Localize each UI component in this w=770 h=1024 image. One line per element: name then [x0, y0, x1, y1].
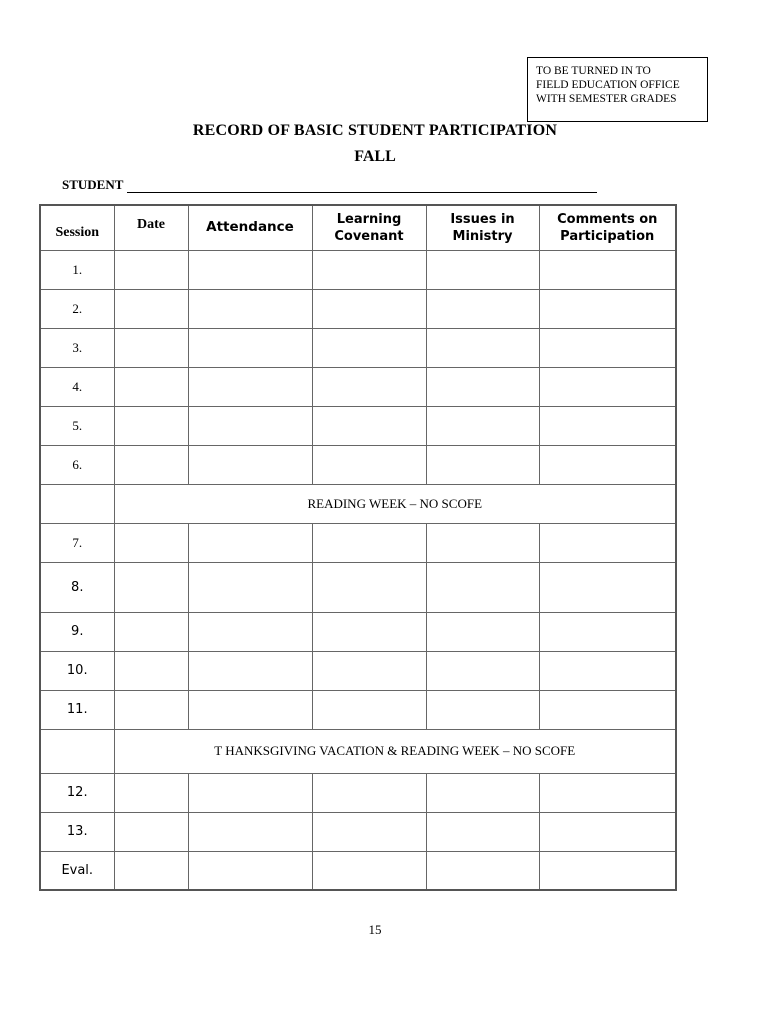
table-row — [40, 690, 676, 729]
session-number: 2. — [40, 289, 114, 328]
table-row — [40, 651, 676, 690]
learning-covenant-cell[interactable] — [312, 523, 426, 562]
notice-line-3: WITH SEMESTER GRADES — [536, 93, 677, 105]
semester-subtitle: FALL — [354, 148, 396, 165]
header-issues-line-1: Issues in — [450, 211, 515, 227]
table-row — [40, 523, 676, 562]
table-row — [40, 773, 676, 812]
session-number: 10. — [40, 651, 114, 690]
header-comments-line-2: Participation — [560, 228, 655, 244]
comments-cell[interactable] — [539, 445, 676, 484]
submission-notice — [527, 57, 708, 122]
banner-row-thanksgiving — [40, 729, 676, 773]
eval-label: Eval. — [40, 851, 114, 890]
header-learning-covenant — [312, 205, 426, 250]
table-row — [40, 612, 676, 651]
table-header-row — [40, 205, 676, 250]
issues-cell[interactable] — [426, 562, 539, 612]
comments-cell[interactable] — [539, 367, 676, 406]
learning-covenant-cell[interactable] — [312, 289, 426, 328]
header-issues-line-2: Ministry — [452, 228, 513, 244]
issues-cell[interactable] — [426, 851, 539, 890]
comments-cell[interactable] — [539, 250, 676, 289]
comments-cell[interactable] — [539, 523, 676, 562]
table-row — [40, 367, 676, 406]
learning-covenant-cell[interactable] — [312, 690, 426, 729]
learning-covenant-cell[interactable] — [312, 367, 426, 406]
attendance-cell[interactable] — [188, 328, 312, 367]
student-name-line[interactable] — [127, 180, 597, 193]
header-date: Date — [114, 205, 188, 250]
date-cell[interactable] — [114, 851, 188, 890]
attendance-cell[interactable] — [188, 651, 312, 690]
date-cell[interactable] — [114, 612, 188, 651]
issues-cell[interactable] — [426, 406, 539, 445]
attendance-cell[interactable] — [188, 406, 312, 445]
learning-covenant-cell[interactable] — [312, 812, 426, 851]
header-issues-in-ministry — [426, 205, 539, 250]
table-row — [40, 445, 676, 484]
comments-cell[interactable] — [539, 812, 676, 851]
attendance-cell[interactable] — [188, 250, 312, 289]
date-cell[interactable] — [114, 651, 188, 690]
learning-covenant-cell[interactable] — [312, 612, 426, 651]
session-number: 12. — [40, 773, 114, 812]
blank-session-cell — [40, 729, 114, 773]
student-label: STUDENT — [62, 177, 124, 192]
date-cell[interactable] — [114, 690, 188, 729]
header-learning-line-1: Learning — [336, 211, 402, 227]
comments-cell[interactable] — [539, 851, 676, 890]
header-comments — [539, 205, 676, 250]
attendance-cell[interactable] — [188, 289, 312, 328]
table-row — [40, 289, 676, 328]
comments-cell[interactable] — [539, 651, 676, 690]
student-field — [62, 177, 597, 193]
attendance-cell[interactable] — [188, 851, 312, 890]
session-number: 11. — [40, 690, 114, 729]
date-cell[interactable] — [114, 367, 188, 406]
learning-covenant-cell[interactable] — [312, 562, 426, 612]
notice-line-2: FIELD EDUCATION OFFICE — [536, 79, 680, 91]
issues-cell[interactable] — [426, 523, 539, 562]
issues-cell[interactable] — [426, 812, 539, 851]
learning-covenant-cell[interactable] — [312, 406, 426, 445]
date-cell[interactable] — [114, 523, 188, 562]
attendance-cell[interactable] — [188, 612, 312, 651]
banner-row-reading-week — [40, 484, 676, 523]
issues-cell[interactable] — [426, 367, 539, 406]
date-cell[interactable] — [114, 773, 188, 812]
date-cell[interactable] — [114, 250, 188, 289]
session-number: 8. — [40, 562, 114, 612]
comments-cell[interactable] — [539, 406, 676, 445]
session-number: 6. — [40, 445, 114, 484]
header-learning-line-2: Covenant — [334, 228, 404, 244]
attendance-cell[interactable] — [188, 562, 312, 612]
learning-covenant-cell[interactable] — [312, 851, 426, 890]
date-cell[interactable] — [114, 445, 188, 484]
issues-cell[interactable] — [426, 445, 539, 484]
learning-covenant-cell[interactable] — [312, 651, 426, 690]
learning-covenant-cell[interactable] — [312, 773, 426, 812]
notice-line-1: TO BE TURNED IN TO — [536, 65, 651, 77]
table-row — [40, 328, 676, 367]
comments-cell[interactable] — [539, 328, 676, 367]
date-cell[interactable] — [114, 812, 188, 851]
comments-cell[interactable] — [539, 612, 676, 651]
issues-cell[interactable] — [426, 773, 539, 812]
table-row — [40, 812, 676, 851]
attendance-cell[interactable] — [188, 523, 312, 562]
page-title: RECORD OF BASIC STUDENT PARTICIPATION — [192, 122, 558, 139]
comments-cell[interactable] — [539, 562, 676, 612]
issues-cell[interactable] — [426, 612, 539, 651]
attendance-cell[interactable] — [188, 690, 312, 729]
header-comments-line-1: Comments on — [557, 211, 658, 227]
session-number: 1. — [40, 250, 114, 289]
attendance-cell[interactable] — [188, 367, 312, 406]
page-number: 15 — [368, 922, 382, 937]
participation-table — [39, 204, 677, 891]
table-row-eval — [40, 851, 676, 890]
session-number: 4. — [40, 367, 114, 406]
learning-covenant-cell[interactable] — [312, 445, 426, 484]
issues-cell[interactable] — [426, 328, 539, 367]
session-number: 7. — [40, 523, 114, 562]
header-attendance: Attendance — [188, 205, 312, 250]
learning-covenant-cell[interactable] — [312, 328, 426, 367]
issues-cell[interactable] — [426, 651, 539, 690]
comments-cell[interactable] — [539, 690, 676, 729]
session-number: 3. — [40, 328, 114, 367]
date-cell[interactable] — [114, 406, 188, 445]
header-session: Session — [40, 205, 114, 250]
comments-cell[interactable] — [539, 773, 676, 812]
date-cell[interactable] — [114, 328, 188, 367]
comments-cell[interactable] — [539, 289, 676, 328]
session-number: 9. — [40, 612, 114, 651]
issues-cell[interactable] — [426, 250, 539, 289]
blank-session-cell — [40, 484, 114, 523]
table-row — [40, 562, 676, 612]
attendance-cell[interactable] — [188, 812, 312, 851]
table-row — [40, 406, 676, 445]
reading-week-banner: READING WEEK – NO SCOFE — [114, 484, 676, 523]
date-cell[interactable] — [114, 289, 188, 328]
session-number: 5. — [40, 406, 114, 445]
learning-covenant-cell[interactable] — [312, 250, 426, 289]
table-row — [40, 250, 676, 289]
attendance-cell[interactable] — [188, 773, 312, 812]
issues-cell[interactable] — [426, 289, 539, 328]
issues-cell[interactable] — [426, 690, 539, 729]
session-number: 13. — [40, 812, 114, 851]
thanksgiving-banner: T HANKSGIVING VACATION & READING WEEK – NO SCOFE — [114, 729, 676, 773]
date-cell[interactable] — [114, 562, 188, 612]
attendance-cell[interactable] — [188, 445, 312, 484]
